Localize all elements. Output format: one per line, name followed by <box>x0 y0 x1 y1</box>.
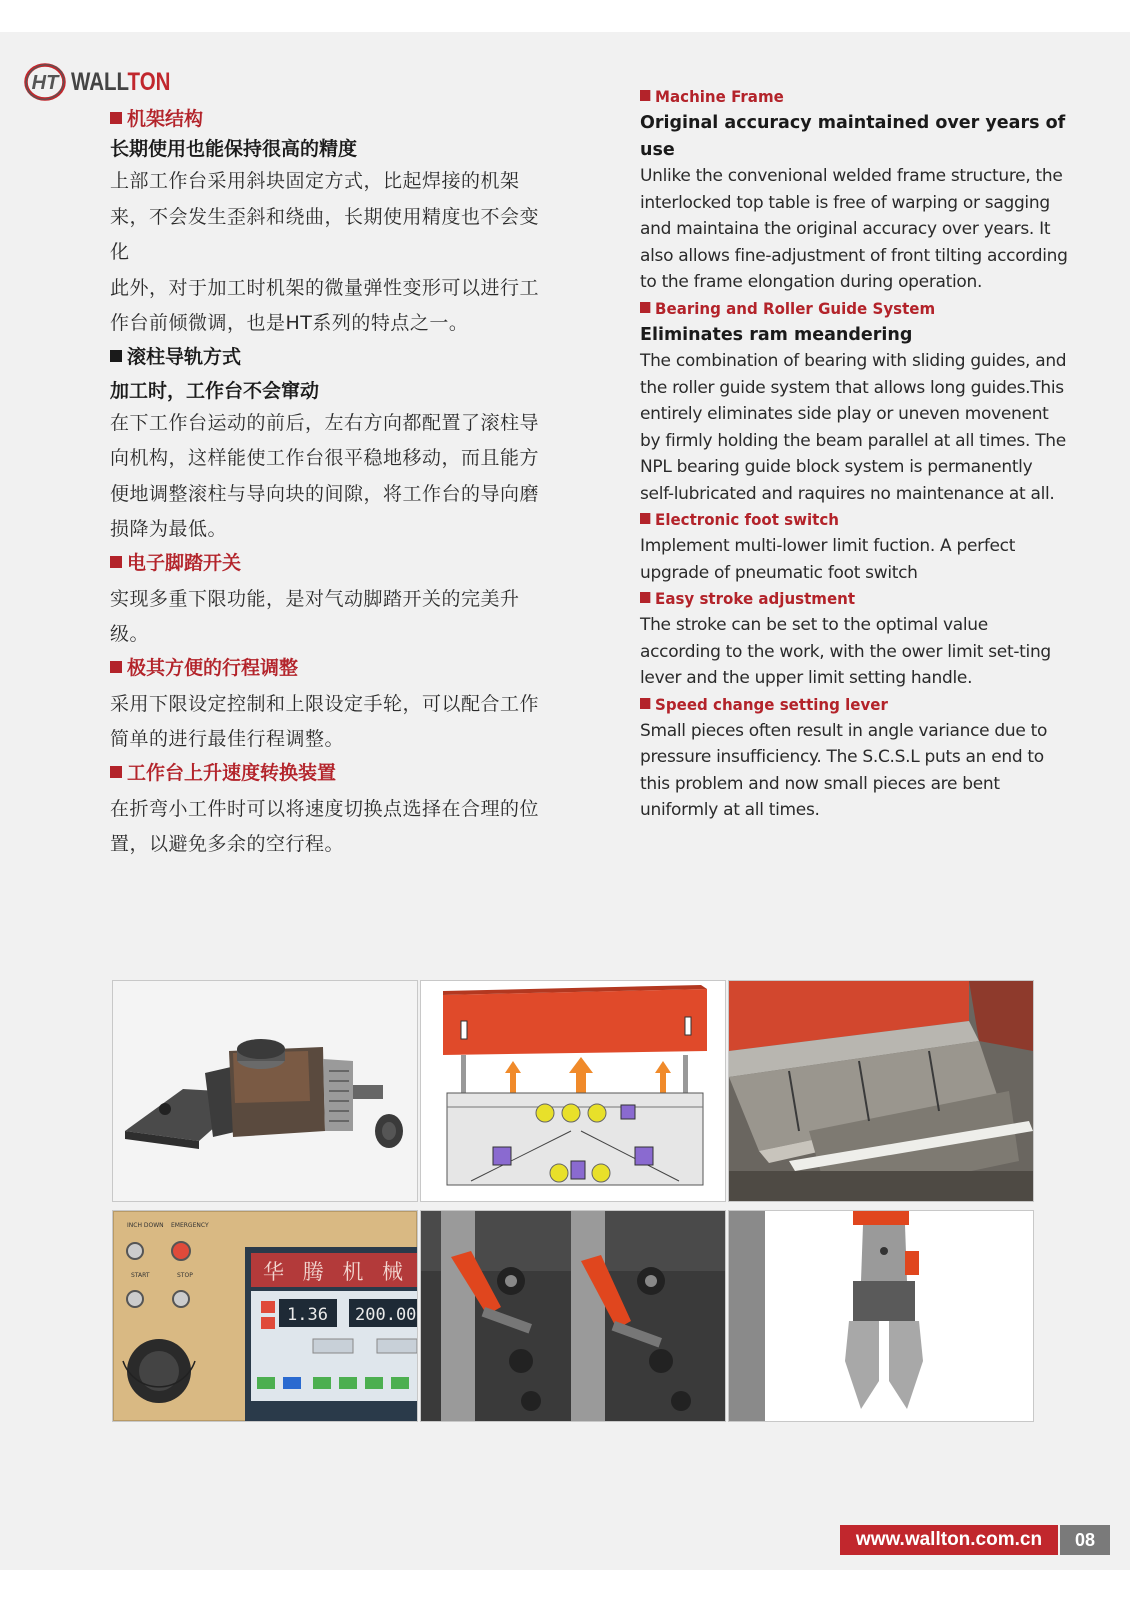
en-subheading-guide: Eliminates ram meandering <box>640 324 913 345</box>
bullet-square-icon <box>110 350 122 362</box>
photo-press-brake-ram <box>728 980 1034 1202</box>
bullet-square-icon <box>640 698 650 709</box>
cn-heading-foot-switch: 电子脚踏开关 <box>110 548 550 578</box>
cn-subheading-frame: 长期使用也能保持很高的精度 <box>110 138 358 160</box>
cn-paragraph: 在下工作台运动的前后，左右方向都配置了滚柱导向机构，这样能使工作台很平稳地移动，而且能方便地调整滚柱与导向块的间隙，将工作台的导向磨损降为最低。 <box>110 411 540 540</box>
svg-text:INCH DOWN: INCH DOWN <box>127 1222 164 1229</box>
svg-text:1.36: 1.36 <box>287 1305 328 1325</box>
en-heading-frame: Machine Frame <box>640 84 1044 110</box>
photo-frame-diagram <box>420 980 726 1202</box>
bullet-square-icon <box>640 302 650 313</box>
bullet-square-icon <box>640 592 650 603</box>
chinese-column <box>110 104 550 863</box>
brand-name: WALLTON <box>71 67 171 96</box>
bullet-square-icon <box>640 90 650 101</box>
photo-speed-change-levers <box>420 1210 726 1422</box>
svg-text:华 腾 机 械: 华 腾 机 械 <box>263 1260 410 1284</box>
svg-text:200.00: 200.00 <box>355 1305 417 1325</box>
en-paragraph: Small pieces often result in angle variance due to pressure insufficiency. The S.C.S.L puts an end to this problem and now small pieces are bent uniformly at all times. <box>640 720 1048 820</box>
cn-paragraph: 此外，对于加工时机架的微量弹性变形可以进行工作台前倾微调，也是HT系列的特点之一。 <box>110 276 540 334</box>
bullet-square-icon <box>640 513 650 524</box>
cn-paragraph: 实现多重下限功能，是对气动脚踏开关的完美升级。 <box>110 587 520 645</box>
en-heading-foot-switch: Electronic foot switch <box>640 507 1044 533</box>
cn-heading-guide: 滚柱导轨方式 <box>110 342 550 372</box>
svg-text:HT: HT <box>31 72 59 94</box>
cn-paragraph: 采用下限设定控制和上限设定手轮，可以配合工作简单的进行最佳行程调整。 <box>110 692 540 750</box>
en-paragraph: The stroke can be set to the optimal value according to the work, with the ower limit set-ting lever and the upper limit setting handle. <box>640 615 1051 688</box>
en-paragraph: Unlike the convenional welded frame structure, the interlocked top table is free of warping or sagging and maintaina the original accuracy over years. It also allows fine-adjustment of front tilting according to the frame elongation during operation. <box>640 166 1068 292</box>
en-heading-stroke: Easy stroke adjustment <box>640 586 1044 612</box>
en-heading-guide: Bearing and Roller Guide System <box>640 296 1044 322</box>
svg-text:EMERGENCY: EMERGENCY <box>171 1222 209 1229</box>
en-paragraph: Implement multi-lower limit fuction. A perfect upgrade of pneumatic foot switch <box>640 536 1016 583</box>
photo-upper-tool-clamp <box>728 1210 1034 1422</box>
cn-heading-frame: 机架结构 <box>110 104 550 134</box>
cn-heading-stroke: 极其方便的行程调整 <box>110 653 550 683</box>
en-subheading-frame: Original accuracy maintained over years of use <box>640 113 1066 160</box>
photo-stroke-adjuster <box>112 980 418 1202</box>
photo-control-panel <box>112 1210 418 1422</box>
ht-logo-mark <box>24 62 68 102</box>
bullet-square-icon <box>110 661 122 673</box>
cn-heading-speed: 工作台上升速度转换装置 <box>110 758 550 788</box>
svg-text:START: START <box>131 1272 150 1279</box>
en-heading-speed: Speed change setting lever <box>640 692 1044 718</box>
bullet-square-icon <box>110 556 122 568</box>
brand-logo <box>24 62 192 102</box>
en-paragraph: The combination of bearing with sliding guides, and the roller guide system that allows long guides.This entirely eliminates side play or uneven movenent by firmly holding the beam parallel at all times. The NPL bearing guide block system is permanently self-lubricated and raquires no maintenance at all. <box>640 351 1067 504</box>
bullet-square-icon <box>110 112 122 124</box>
cn-paragraph: 上部工作台采用斜块固定方式，比起焊接的机架来，不会发生歪斜和绕曲，长期使用精度也不会变化 <box>110 170 540 263</box>
page-number: 08 <box>1060 1525 1110 1555</box>
bullet-square-icon <box>110 766 122 778</box>
cn-paragraph: 在折弯小工件时可以将速度切换点选择在合理的位置，以避免多余的空行程。 <box>110 797 540 855</box>
cn-subheading-guide: 加工时，工作台不会窜动 <box>110 379 320 402</box>
svg-text:STOP: STOP <box>177 1272 193 1279</box>
footer-website-url[interactable]: www.wallton.com.cn <box>840 1525 1058 1555</box>
english-column <box>640 84 1070 824</box>
